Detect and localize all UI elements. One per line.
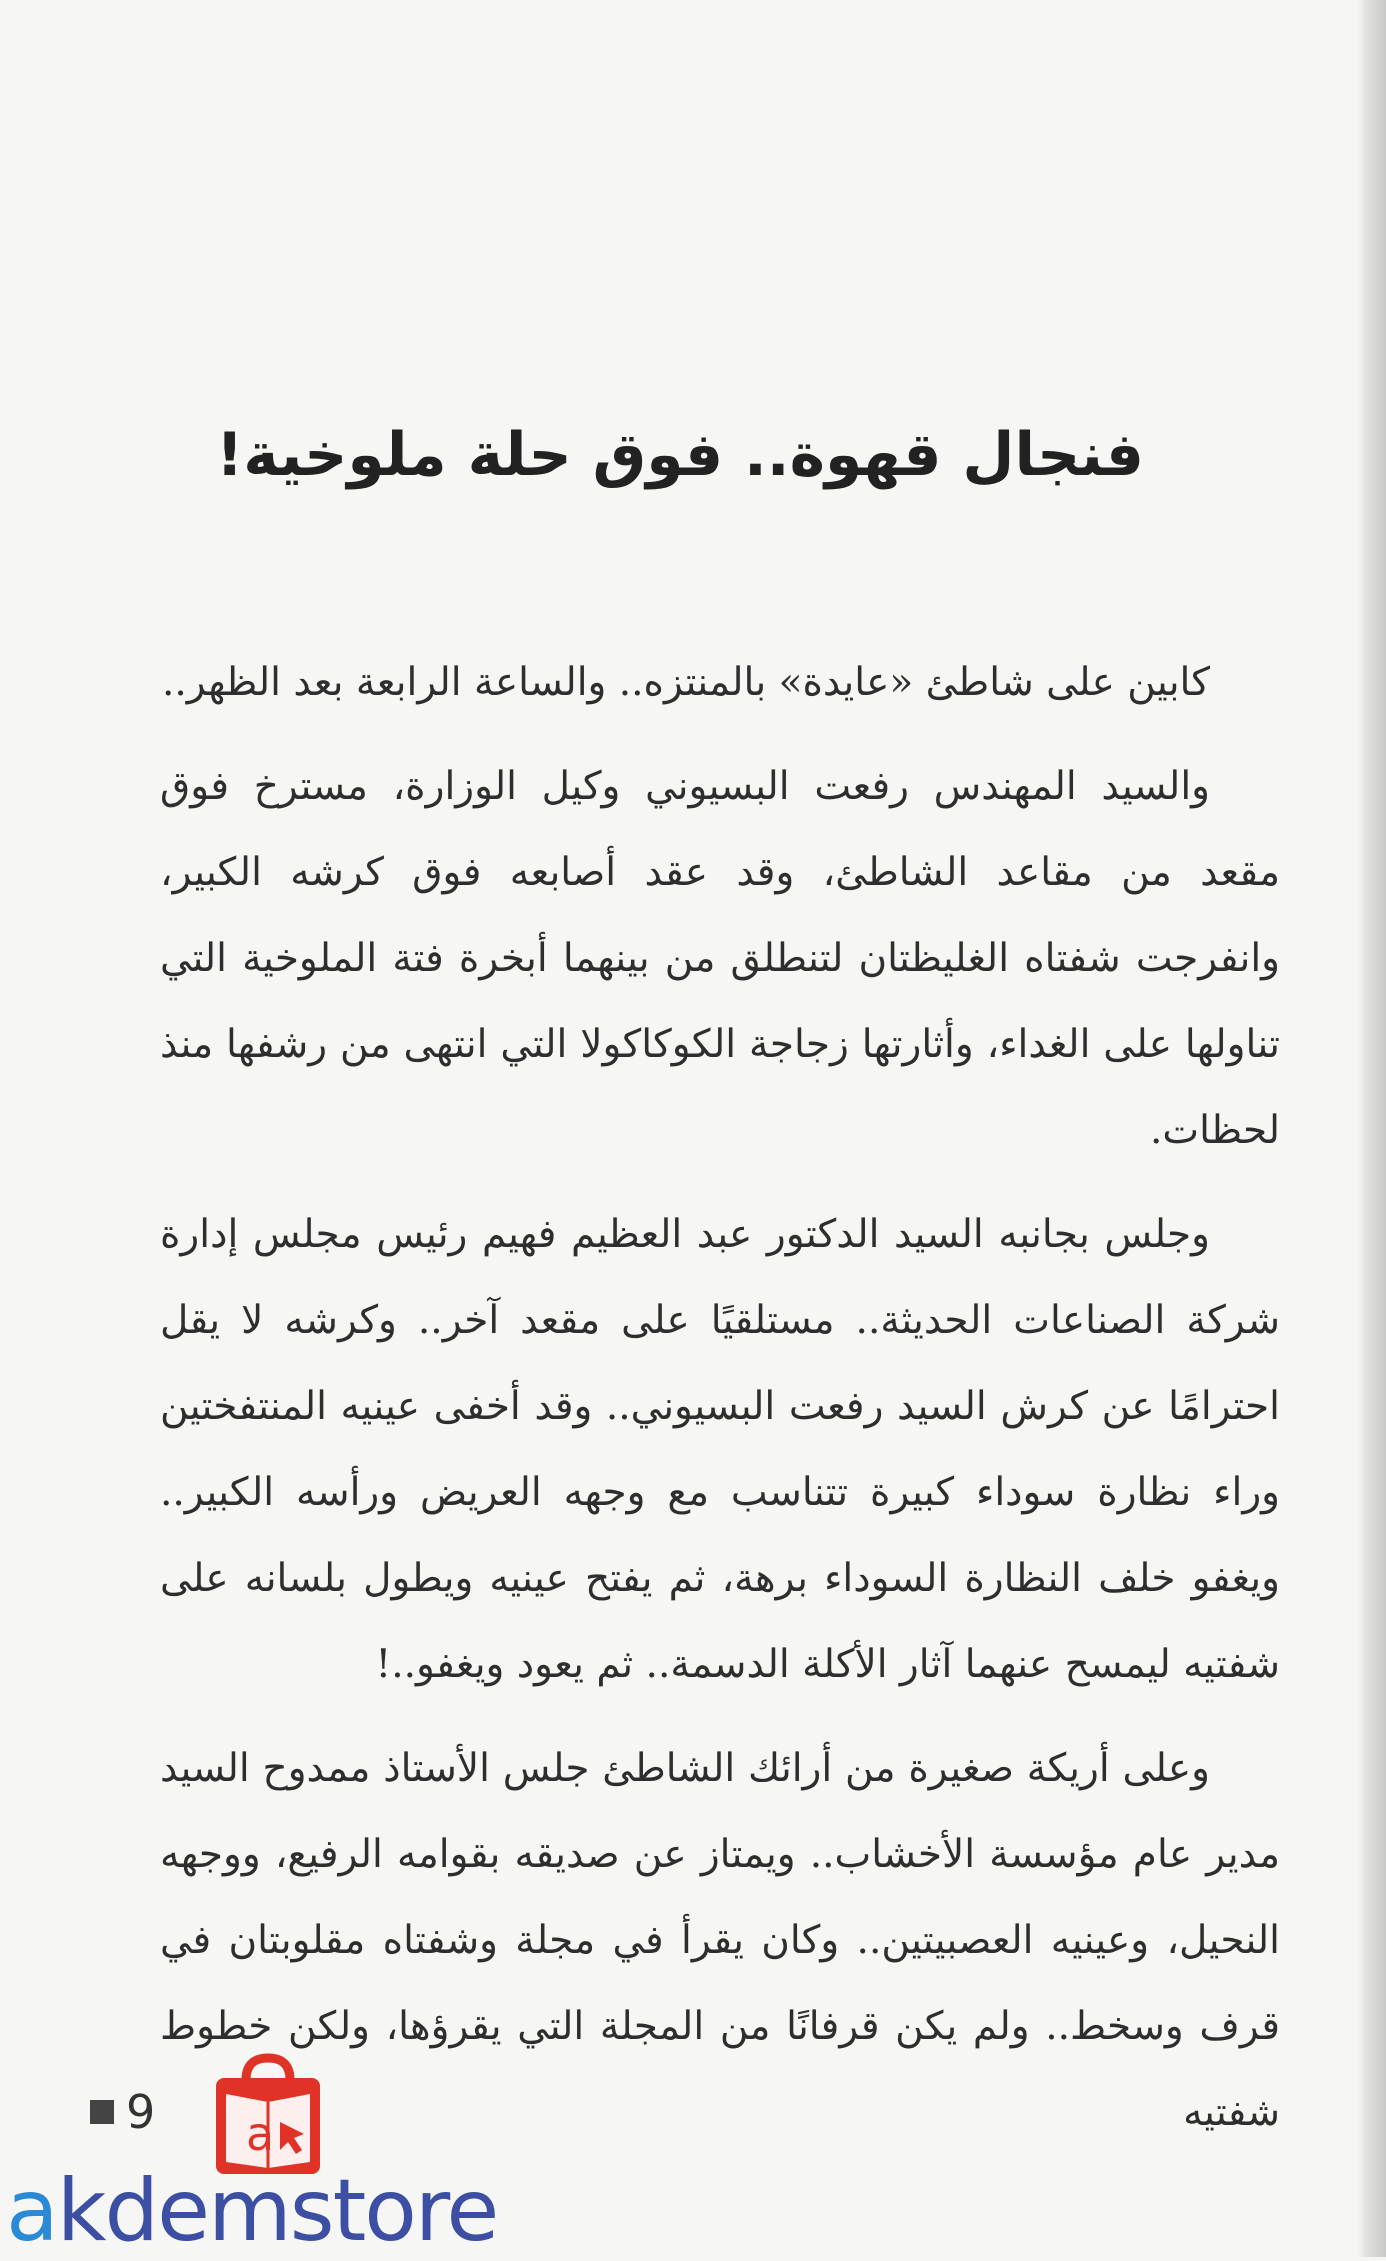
page-number-value: 9 bbox=[126, 2085, 156, 2139]
page-edge bbox=[1364, 0, 1386, 2257]
svg-text:a: a bbox=[246, 2107, 275, 2161]
page-shadow bbox=[1356, 0, 1364, 2257]
paragraph: والسيد المهندس رفعت البسيوني وكيل الوزارة، مسترخ فوق مقعد من مقاعد الشاطئ، وقد عقد أصابعه فوق كرشه الكبير، وانفرجت شفتاه الغليظتان لتنطلق من بينهما أبخرة فتة الملوخية التي تناولها على الغداء، وأثارتها زجاجة الكوكاكولا التي انتهى من رشفها منذ لحظات. bbox=[160, 764, 1280, 1153]
chapter-title: فنجال قهوة.. فوق حلة ملوخية! bbox=[215, 420, 1145, 490]
paragraph: وجلس بجانبه السيد الدكتور عبد العظيم فهيم رئيس مجلس إدارة شركة الصناعات الحديثة.. مستلقيًا على مقعد آخر.. وكرشه لا يقل احترامًا عن كرش السيد رفعت البسيوني.. وقد أخفى عينيه المنتفختين وراء نظارة سوداء كبيرة تتناسب مع وجهه العريض ورأسه الكبير.. ويغفو خلف النظارة السوداء برهة، ثم يفتح عينيه ويطول بلسانه على شفتيه ليمسح عنهما آثار الأكلة الدسمة.. ثم يعود ويغفو..! bbox=[160, 1212, 1280, 1687]
watermark-brand: kdemstore bbox=[56, 2161, 498, 2261]
paragraph: كابين على شاطئ «عايدة» بالمنتزه.. والساعة الرابعة بعد الظهر.. bbox=[161, 660, 1210, 705]
body-text bbox=[160, 640, 1280, 2174]
watermark bbox=[6, 2161, 546, 2261]
paragraph: وعلى أريكة صغيرة من أرائك الشاطئ جلس الأستاذ ممدوح السيد مدير عام مؤسسة الأخشاب.. ويمتاز عن صديقه بقوامه الرفيع، ووجهه النحيل، وعينيه العصبيتين.. وكان يقرأ في مجلة وشفتاه مقلوبتان في قرف وسخط.. ولم يكن قرفانًا من المجلة التي يقرؤها، ولكن خطوط شفتيه bbox=[160, 1746, 1280, 2135]
watermark-prefix: a bbox=[6, 2161, 57, 2261]
page-number-square bbox=[90, 2100, 114, 2124]
page-number bbox=[90, 2085, 155, 2139]
